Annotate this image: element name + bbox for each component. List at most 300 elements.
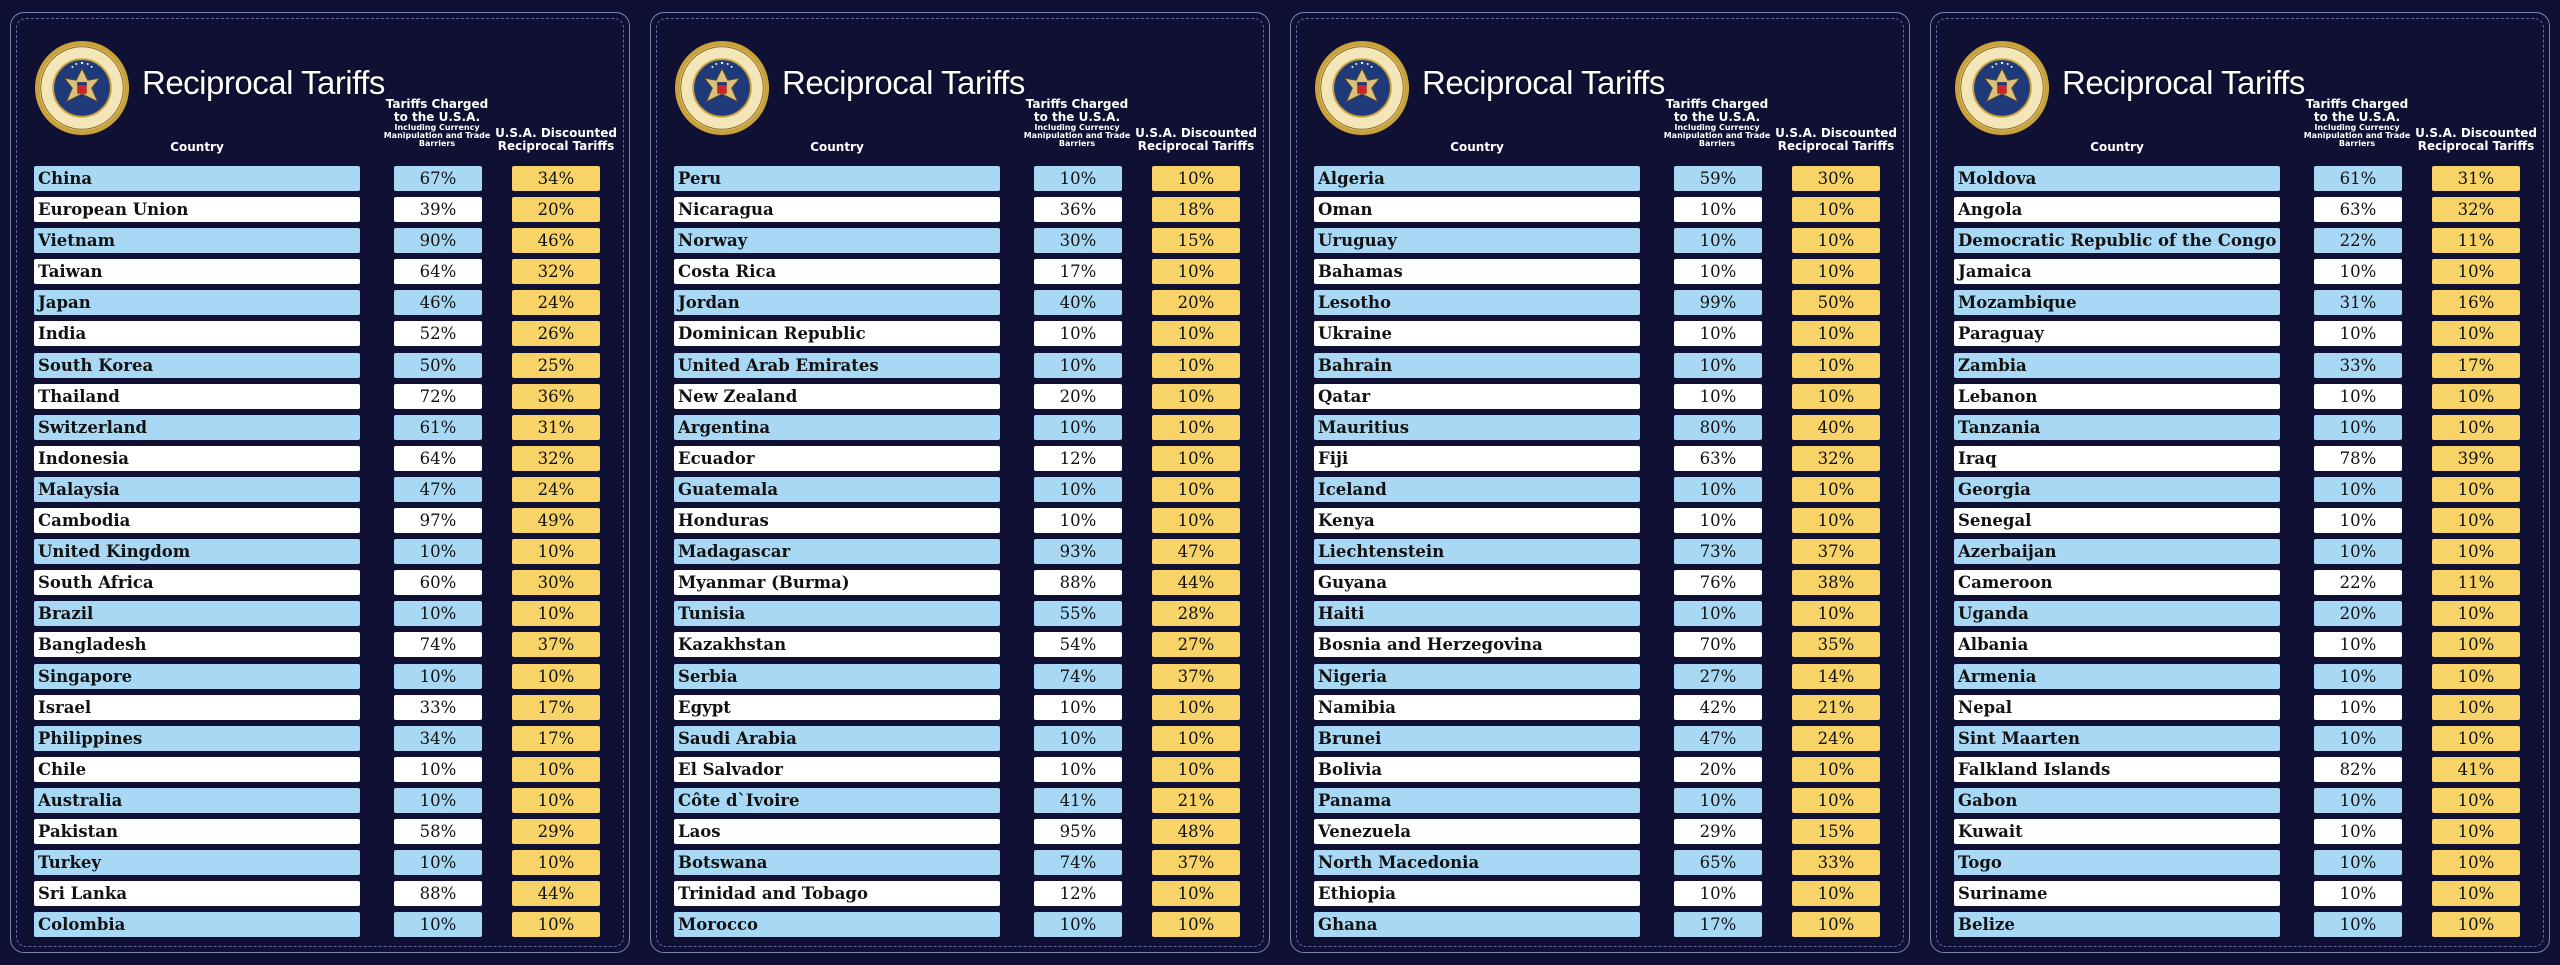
discounted-tariff-cell: 10%: [512, 539, 600, 564]
tariff-charged-cell: 22%: [2314, 228, 2402, 253]
country-cell: Morocco: [674, 912, 1000, 937]
discounted-tariff-cell: 10%: [1152, 477, 1240, 502]
tariff-charged-cell: 95%: [1034, 819, 1122, 844]
discounted-tariff-cell: 10%: [2432, 912, 2520, 937]
tariff-charged-cell: 50%: [394, 353, 482, 378]
tariff-charged-cell: 27%: [1674, 664, 1762, 689]
table-row: [0, 351, 640, 382]
discounted-tariff-cell: 37%: [1152, 850, 1240, 875]
discounted-tariff-cell: 24%: [512, 290, 600, 315]
country-cell: Uganda: [1954, 601, 2280, 626]
board-title: Reciprocal Tariffs: [1422, 64, 1665, 101]
table-row: [640, 755, 1280, 786]
tariff-charged-cell: 63%: [2314, 197, 2402, 222]
table-row: [1280, 288, 1920, 319]
header-charged-label: Tariffs Charged to the U.S.A.: [1025, 97, 1129, 124]
tariff-charged-cell: 10%: [2314, 508, 2402, 533]
discounted-tariff-cell: 10%: [1792, 197, 1880, 222]
tariff-charged-cell: 60%: [394, 570, 482, 595]
country-cell: Albania: [1954, 632, 2280, 657]
table-row: [0, 755, 640, 786]
tariff-charged-cell: 10%: [394, 539, 482, 564]
country-cell: China: [34, 166, 360, 191]
table-row: [0, 319, 640, 350]
discounted-tariff-cell: 32%: [1792, 446, 1880, 471]
discounted-tariff-cell: 10%: [2432, 259, 2520, 284]
tariff-charged-cell: 97%: [394, 508, 482, 533]
discounted-tariff-cell: 10%: [1792, 912, 1880, 937]
tariff-charged-cell: 10%: [1034, 726, 1122, 751]
discounted-tariff-cell: 10%: [1152, 726, 1240, 751]
country-cell: Nepal: [1954, 695, 2280, 720]
table-row: [1280, 662, 1920, 693]
tariff-charged-cell: 10%: [2314, 819, 2402, 844]
tariff-charged-cell: 10%: [1034, 415, 1122, 440]
tariff-charged-cell: 70%: [1674, 632, 1762, 657]
discounted-tariff-cell: 10%: [1152, 508, 1240, 533]
header-tariffs-charged: [1022, 98, 1132, 148]
discounted-tariff-cell: 10%: [1792, 757, 1880, 782]
tariff-charged-cell: 17%: [1034, 259, 1122, 284]
tariff-charged-cell: 10%: [1034, 912, 1122, 937]
table-row: [640, 444, 1280, 475]
tariff-charged-cell: 10%: [1034, 321, 1122, 346]
country-cell: Indonesia: [34, 446, 360, 471]
tariff-charged-cell: 54%: [1034, 632, 1122, 657]
discounted-tariff-cell: 49%: [512, 508, 600, 533]
discounted-tariff-cell: 10%: [1792, 353, 1880, 378]
table-row: [1920, 910, 2560, 941]
board-title: Reciprocal Tariffs: [782, 64, 1025, 101]
table-row: [1280, 910, 1920, 941]
country-cell: Brunei: [1314, 726, 1640, 751]
table-row: [640, 662, 1280, 693]
country-cell: Japan: [34, 290, 360, 315]
country-cell: New Zealand: [674, 384, 1000, 409]
table-row: [1280, 786, 1920, 817]
tariff-charged-cell: 22%: [2314, 570, 2402, 595]
discounted-tariff-cell: 15%: [1152, 228, 1240, 253]
tariff-table: [1920, 164, 2560, 941]
discounted-tariff-cell: 10%: [1792, 881, 1880, 906]
table-row: [640, 786, 1280, 817]
discounted-tariff-cell: 30%: [1792, 166, 1880, 191]
country-cell: Namibia: [1314, 695, 1640, 720]
discounted-tariff-cell: 29%: [512, 819, 600, 844]
country-cell: Colombia: [34, 912, 360, 937]
table-row: [0, 568, 640, 599]
tariff-charged-cell: 42%: [1674, 695, 1762, 720]
table-row: [0, 413, 640, 444]
table-row: [1920, 662, 2560, 693]
tariff-charged-cell: 10%: [1674, 477, 1762, 502]
discounted-tariff-cell: 11%: [2432, 570, 2520, 595]
presidential-seal-icon: [674, 40, 770, 136]
country-cell: Armenia: [1954, 664, 2280, 689]
country-cell: Zambia: [1954, 353, 2280, 378]
country-cell: Pakistan: [34, 819, 360, 844]
discounted-tariff-cell: 10%: [1152, 321, 1240, 346]
tariff-charged-cell: 10%: [1674, 384, 1762, 409]
tariff-charged-cell: 63%: [1674, 446, 1762, 471]
tariff-charged-cell: 10%: [1034, 166, 1122, 191]
discounted-tariff-cell: 10%: [1792, 508, 1880, 533]
header-charged-label: Tariffs Charged to the U.S.A.: [385, 97, 489, 124]
country-cell: Botswana: [674, 850, 1000, 875]
country-cell: Saudi Arabia: [674, 726, 1000, 751]
tariff-charged-cell: 39%: [394, 197, 482, 222]
table-row: [640, 382, 1280, 413]
country-cell: Chile: [34, 757, 360, 782]
tariff-charged-cell: 74%: [1034, 850, 1122, 875]
country-cell: Kuwait: [1954, 819, 2280, 844]
tariff-charged-cell: 10%: [394, 664, 482, 689]
country-cell: Jamaica: [1954, 259, 2280, 284]
presidential-seal-icon: [34, 40, 130, 136]
discounted-tariff-cell: 44%: [1152, 570, 1240, 595]
country-cell: Malaysia: [34, 477, 360, 502]
country-cell: Georgia: [1954, 477, 2280, 502]
table-row: [0, 662, 640, 693]
tariff-charged-cell: 10%: [1674, 881, 1762, 906]
table-row: [1280, 693, 1920, 724]
table-row: [1280, 413, 1920, 444]
table-row: [1280, 382, 1920, 413]
tariff-charged-cell: 10%: [2314, 415, 2402, 440]
discounted-tariff-cell: 44%: [512, 881, 600, 906]
discounted-tariff-cell: 10%: [1152, 166, 1240, 191]
discounted-tariff-cell: 41%: [2432, 757, 2520, 782]
country-cell: Cambodia: [34, 508, 360, 533]
table-row: [0, 879, 640, 910]
country-cell: Jordan: [674, 290, 1000, 315]
discounted-tariff-cell: 10%: [2432, 508, 2520, 533]
table-row: [640, 506, 1280, 537]
discounted-tariff-cell: 50%: [1792, 290, 1880, 315]
discounted-tariff-cell: 10%: [1792, 259, 1880, 284]
header-country: Country: [1450, 140, 1504, 154]
country-cell: Panama: [1314, 788, 1640, 813]
discounted-tariff-cell: 32%: [512, 446, 600, 471]
country-cell: Venezuela: [1314, 819, 1640, 844]
discounted-tariff-cell: 10%: [1152, 881, 1240, 906]
discounted-tariff-cell: 10%: [2432, 601, 2520, 626]
discounted-tariff-cell: 37%: [1152, 664, 1240, 689]
country-cell: Mauritius: [1314, 415, 1640, 440]
country-cell: Vietnam: [34, 228, 360, 253]
table-row: [1920, 848, 2560, 879]
country-cell: Azerbaijan: [1954, 539, 2280, 564]
header-country: Country: [170, 140, 224, 154]
tariff-charged-cell: 10%: [2314, 259, 2402, 284]
discounted-tariff-cell: 17%: [512, 695, 600, 720]
tariff-charged-cell: 65%: [1674, 850, 1762, 875]
tariff-charged-cell: 10%: [1034, 695, 1122, 720]
table-row: [1280, 848, 1920, 879]
tariff-charged-cell: 47%: [394, 477, 482, 502]
tariff-charged-cell: 10%: [2314, 850, 2402, 875]
discounted-tariff-cell: 10%: [2432, 664, 2520, 689]
header-tariffs-charged: [1662, 98, 1772, 148]
country-cell: Liechtenstein: [1314, 539, 1640, 564]
discounted-tariff-cell: 10%: [512, 788, 600, 813]
table-row: [1280, 568, 1920, 599]
header-charged-label: Tariffs Charged to the U.S.A.: [2305, 97, 2409, 124]
country-cell: Australia: [34, 788, 360, 813]
table-row: [1920, 382, 2560, 413]
discounted-tariff-cell: 10%: [1152, 384, 1240, 409]
table-row: [0, 537, 640, 568]
discounted-tariff-cell: 10%: [512, 912, 600, 937]
country-cell: Dominican Republic: [674, 321, 1000, 346]
discounted-tariff-cell: 35%: [1792, 632, 1880, 657]
country-cell: Laos: [674, 819, 1000, 844]
header-discounted-tariffs: U.S.A. Discounted Reciprocal Tariffs: [1775, 126, 1897, 153]
country-cell: Falkland Islands: [1954, 757, 2280, 782]
discounted-tariff-cell: 10%: [2432, 415, 2520, 440]
discounted-tariff-cell: 37%: [1792, 539, 1880, 564]
table-row: [640, 537, 1280, 568]
table-row: [640, 817, 1280, 848]
table-row: [1920, 724, 2560, 755]
country-cell: United Kingdom: [34, 539, 360, 564]
discounted-tariff-cell: 10%: [512, 757, 600, 782]
tariff-charged-cell: 64%: [394, 446, 482, 471]
table-row: [1280, 724, 1920, 755]
tariff-charged-cell: 76%: [1674, 570, 1762, 595]
country-cell: Singapore: [34, 664, 360, 689]
discounted-tariff-cell: 10%: [1792, 788, 1880, 813]
table-row: [640, 288, 1280, 319]
table-row: [640, 413, 1280, 444]
table-row: [640, 164, 1280, 195]
discounted-tariff-cell: 33%: [1792, 850, 1880, 875]
discounted-tariff-cell: 14%: [1792, 664, 1880, 689]
header-tariffs-charged: [2302, 98, 2412, 148]
table-row: [640, 693, 1280, 724]
tariff-charged-cell: 34%: [394, 726, 482, 751]
tariff-charged-cell: 10%: [1034, 353, 1122, 378]
tariff-charged-cell: 55%: [1034, 601, 1122, 626]
table-row: [0, 444, 640, 475]
discounted-tariff-cell: 18%: [1152, 197, 1240, 222]
tariff-charged-cell: 20%: [2314, 601, 2402, 626]
tariff-charged-cell: 36%: [1034, 197, 1122, 222]
country-cell: Guyana: [1314, 570, 1640, 595]
board-title: Reciprocal Tariffs: [2062, 64, 2305, 101]
discounted-tariff-cell: 10%: [1152, 259, 1240, 284]
discounted-tariff-cell: 10%: [1792, 601, 1880, 626]
table-row: [1280, 630, 1920, 661]
table-row: [1280, 195, 1920, 226]
country-cell: Bahrain: [1314, 353, 1640, 378]
tariff-charged-cell: 10%: [1674, 197, 1762, 222]
tariff-charged-cell: 90%: [394, 228, 482, 253]
discounted-tariff-cell: 24%: [512, 477, 600, 502]
table-row: [1920, 226, 2560, 257]
country-cell: Myanmar (Burma): [674, 570, 1000, 595]
discounted-tariff-cell: 10%: [1792, 321, 1880, 346]
table-row: [1920, 475, 2560, 506]
discounted-tariff-cell: 10%: [2432, 695, 2520, 720]
table-row: [0, 288, 640, 319]
discounted-tariff-cell: 47%: [1152, 539, 1240, 564]
header-discounted-tariffs: U.S.A. Discounted Reciprocal Tariffs: [495, 126, 617, 153]
country-cell: Senegal: [1954, 508, 2280, 533]
tariff-charged-cell: 10%: [394, 788, 482, 813]
discounted-tariff-cell: 16%: [2432, 290, 2520, 315]
table-row: [640, 724, 1280, 755]
country-cell: Brazil: [34, 601, 360, 626]
country-cell: Thailand: [34, 384, 360, 409]
tariff-table: [1280, 164, 1920, 941]
country-cell: Ethiopia: [1314, 881, 1640, 906]
table-row: [640, 630, 1280, 661]
table-row: [0, 226, 640, 257]
tariff-charged-cell: 47%: [1674, 726, 1762, 751]
table-row: [640, 195, 1280, 226]
table-row: [1280, 164, 1920, 195]
discounted-tariff-cell: 10%: [2432, 384, 2520, 409]
country-cell: Angola: [1954, 197, 2280, 222]
header-discounted-tariffs: U.S.A. Discounted Reciprocal Tariffs: [2415, 126, 2537, 153]
discounted-tariff-cell: 10%: [1152, 415, 1240, 440]
tariff-charged-cell: 10%: [1674, 259, 1762, 284]
table-row: [0, 257, 640, 288]
country-cell: Ukraine: [1314, 321, 1640, 346]
country-cell: Côte d`Ivoire: [674, 788, 1000, 813]
table-row: [1920, 879, 2560, 910]
tariff-charged-cell: 31%: [2314, 290, 2402, 315]
discounted-tariff-cell: 10%: [2432, 819, 2520, 844]
table-row: [1280, 599, 1920, 630]
tariff-charged-cell: 10%: [2314, 695, 2402, 720]
discounted-tariff-cell: 20%: [512, 197, 600, 222]
tariff-charged-cell: 10%: [2314, 912, 2402, 937]
header-charged-label: Tariffs Charged to the U.S.A.: [1665, 97, 1769, 124]
country-cell: Madagascar: [674, 539, 1000, 564]
discounted-tariff-cell: 38%: [1792, 570, 1880, 595]
header-charged-sublabel: Including Currency Manipulation and Trade Barriers: [383, 123, 491, 148]
tariff-board-2: [640, 0, 1280, 965]
header-charged-sublabel: Including Currency Manipulation and Trade Barriers: [1663, 123, 1771, 148]
tariff-charged-cell: 99%: [1674, 290, 1762, 315]
country-cell: Bolivia: [1314, 757, 1640, 782]
discounted-tariff-cell: 10%: [2432, 788, 2520, 813]
discounted-tariff-cell: 30%: [512, 570, 600, 595]
table-row: [1920, 195, 2560, 226]
table-row: [1920, 257, 2560, 288]
tariff-charged-cell: 10%: [1674, 228, 1762, 253]
country-cell: Turkey: [34, 850, 360, 875]
tariff-charged-cell: 10%: [1034, 477, 1122, 502]
tariff-charged-cell: 33%: [2314, 353, 2402, 378]
table-row: [1280, 817, 1920, 848]
discounted-tariff-cell: 28%: [1152, 601, 1240, 626]
tariff-charged-cell: 10%: [1034, 508, 1122, 533]
tariff-charged-cell: 59%: [1674, 166, 1762, 191]
discounted-tariff-cell: 10%: [2432, 850, 2520, 875]
country-cell: Gabon: [1954, 788, 2280, 813]
tariff-charged-cell: 29%: [1674, 819, 1762, 844]
discounted-tariff-cell: 31%: [2432, 166, 2520, 191]
discounted-tariff-cell: 15%: [1792, 819, 1880, 844]
discounted-tariff-cell: 10%: [1152, 757, 1240, 782]
country-cell: Suriname: [1954, 881, 2280, 906]
table-row: [1920, 817, 2560, 848]
tariff-charged-cell: 33%: [394, 695, 482, 720]
table-row: [0, 848, 640, 879]
discounted-tariff-cell: 10%: [2432, 632, 2520, 657]
country-cell: Ecuador: [674, 446, 1000, 471]
discounted-tariff-cell: 26%: [512, 321, 600, 346]
country-cell: Norway: [674, 228, 1000, 253]
country-cell: Mozambique: [1954, 290, 2280, 315]
table-row: [1920, 786, 2560, 817]
discounted-tariff-cell: 20%: [1152, 290, 1240, 315]
country-cell: Lebanon: [1954, 384, 2280, 409]
discounted-tariff-cell: 10%: [512, 850, 600, 875]
discounted-tariff-cell: 10%: [1152, 353, 1240, 378]
country-cell: Nigeria: [1314, 664, 1640, 689]
tariff-charged-cell: 10%: [1674, 508, 1762, 533]
table-row: [1280, 879, 1920, 910]
country-cell: India: [34, 321, 360, 346]
discounted-tariff-cell: 17%: [512, 726, 600, 751]
country-cell: Kenya: [1314, 508, 1640, 533]
tariff-charged-cell: 10%: [2314, 539, 2402, 564]
country-cell: Iraq: [1954, 446, 2280, 471]
tariff-charged-cell: 10%: [2314, 664, 2402, 689]
board-title: Reciprocal Tariffs: [142, 64, 385, 101]
country-cell: Honduras: [674, 508, 1000, 533]
discounted-tariff-cell: 10%: [2432, 477, 2520, 502]
table-row: [640, 226, 1280, 257]
tariff-charged-cell: 10%: [394, 601, 482, 626]
country-cell: Sint Maarten: [1954, 726, 2280, 751]
discounted-tariff-cell: 25%: [512, 353, 600, 378]
header-charged-sublabel: Including Currency Manipulation and Trade Barriers: [2303, 123, 2411, 148]
tariff-charged-cell: 88%: [1034, 570, 1122, 595]
country-cell: Nicaragua: [674, 197, 1000, 222]
discounted-tariff-cell: 10%: [1792, 228, 1880, 253]
table-row: [0, 506, 640, 537]
discounted-tariff-cell: 10%: [512, 601, 600, 626]
table-row: [640, 319, 1280, 350]
discounted-tariff-cell: 10%: [2432, 881, 2520, 906]
discounted-tariff-cell: 39%: [2432, 446, 2520, 471]
table-row: [1280, 257, 1920, 288]
tariff-charged-cell: 10%: [2314, 726, 2402, 751]
tariff-charged-cell: 12%: [1034, 446, 1122, 471]
discounted-tariff-cell: 27%: [1152, 632, 1240, 657]
table-row: [1920, 444, 2560, 475]
country-cell: Democratic Republic of the Congo: [1954, 228, 2280, 253]
country-cell: Bosnia and Herzegovina: [1314, 632, 1640, 657]
country-cell: Moldova: [1954, 166, 2280, 191]
table-row: [640, 568, 1280, 599]
country-cell: Switzerland: [34, 415, 360, 440]
discounted-tariff-cell: 40%: [1792, 415, 1880, 440]
discounted-tariff-cell: 37%: [512, 632, 600, 657]
table-row: [1280, 537, 1920, 568]
tariff-charged-cell: 10%: [1034, 757, 1122, 782]
table-row: [1280, 444, 1920, 475]
discounted-tariff-cell: 10%: [1152, 695, 1240, 720]
discounted-tariff-cell: 10%: [2432, 321, 2520, 346]
table-row: [0, 910, 640, 941]
tariff-charged-cell: 46%: [394, 290, 482, 315]
